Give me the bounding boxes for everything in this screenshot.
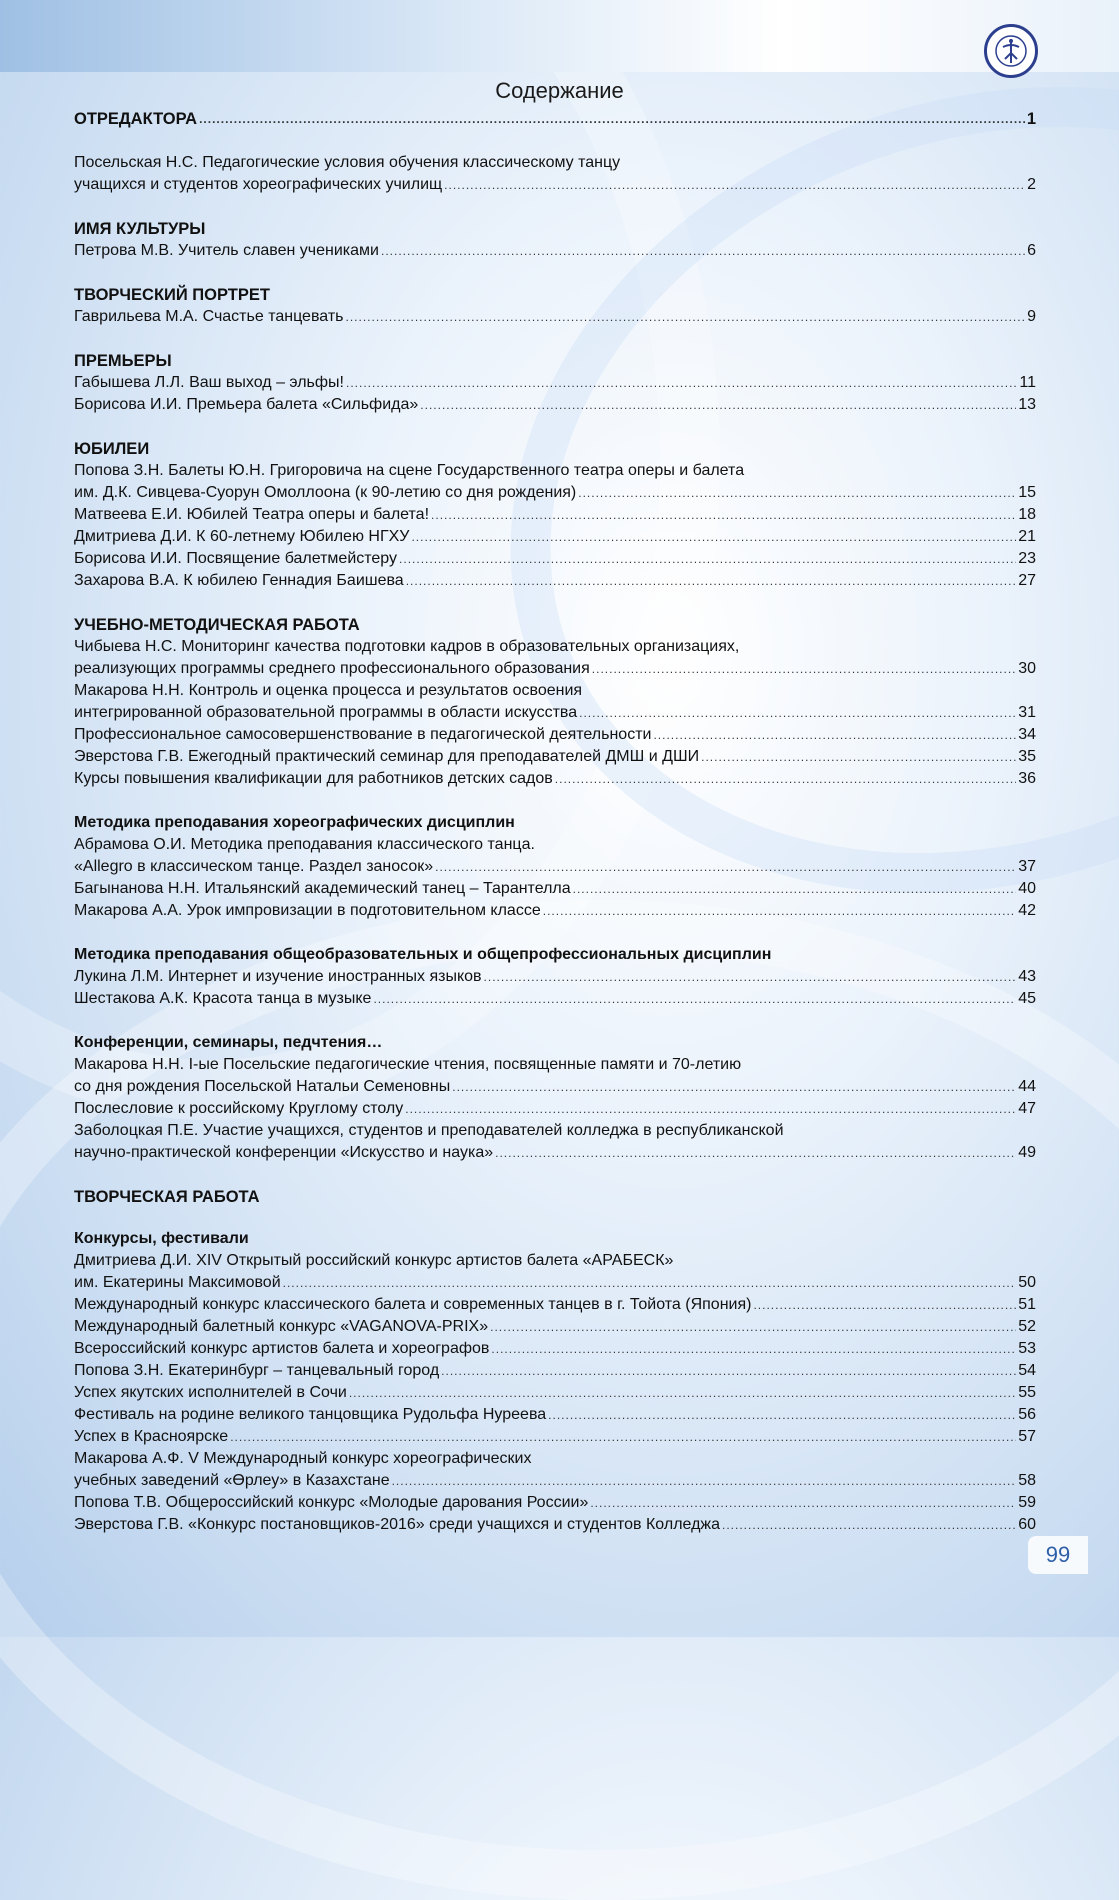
page-ref: 6 (1027, 242, 1036, 259)
toc-entry (74, 1294, 1036, 1316)
page-ref: 31 (1018, 704, 1036, 721)
dot-leader (381, 240, 1025, 262)
dot-leader (283, 1272, 1017, 1294)
toc-entry-text: Захарова В.А. К юбилею Геннадия Баишева (74, 572, 404, 589)
toc-section (74, 614, 1036, 790)
toc-entry-text: Международный балетный конкурс «VAGANOVA-PRIX» (74, 1318, 489, 1335)
dot-leader (490, 1316, 1016, 1338)
toc-entry (74, 1338, 1036, 1360)
section-heading: УЧЕБНО-МЕТОДИЧЕСКАЯ РАБОТА (74, 616, 360, 634)
toc-section (74, 350, 1036, 416)
toc-entry (74, 394, 1036, 416)
dot-leader (653, 724, 1016, 746)
page-ref: 52 (1018, 1318, 1036, 1335)
page-ref: 21 (1018, 528, 1036, 545)
dot-leader (590, 1492, 1016, 1514)
dot-leader (543, 900, 1016, 922)
page-ref: 40 (1018, 880, 1036, 897)
toc-section (74, 438, 1036, 592)
toc-entry (74, 1098, 1036, 1120)
toc-entry-text: Макарова А.А. Урок импровизации в подготовительном классе (74, 902, 541, 919)
toc-entry-text: Гаврильева М.А. Счастье танцевать (74, 308, 344, 325)
toc-entry-text: им. Екатерины Максимовой (74, 1274, 281, 1291)
toc-section (74, 152, 1036, 196)
page-ref: 54 (1018, 1362, 1036, 1379)
page-ref: 11 (1019, 374, 1036, 391)
toc-entry-line: Посельская Н.С. Педагогические условия обучения классическому танцу (74, 154, 621, 171)
toc-entry (74, 1426, 1036, 1448)
toc-entry-line: Макарова Н.Н. I-ые Посельские педагогические чтения, посвященные памяти и 70-летию (74, 1056, 742, 1073)
dot-leader (373, 988, 1016, 1010)
toc-entry (74, 174, 1036, 196)
page-ref: 44 (1018, 1078, 1036, 1095)
toc-entry (74, 1470, 1036, 1492)
toc-entry-text: Попова З.Н. Екатеринбург – танцевальный город (74, 1362, 440, 1379)
page-number: 99 (1028, 1536, 1088, 1574)
toc-entry-text: Успех в Красноярске (74, 1428, 229, 1445)
toc-entry-text: научно-практической конференции «Искусство и наука» (74, 1144, 494, 1161)
toc-entry (74, 746, 1036, 768)
page-ref: 13 (1018, 396, 1036, 413)
section-heading: ТВОРЧЕСКАЯ РАБОТА (74, 1188, 260, 1206)
toc-entry-text: Шестакова А.К. Красота танца в музыке (74, 990, 372, 1007)
dot-leader (484, 966, 1017, 988)
section-heading: ТВОРЧЕСКИЙ ПОРТРЕТ (74, 286, 270, 304)
page-ref: 37 (1018, 858, 1036, 875)
page-ref: 51 (1018, 1296, 1036, 1313)
dot-leader (548, 1404, 1016, 1426)
header-band (0, 0, 1119, 72)
page-ref: 50 (1018, 1274, 1036, 1291)
toc-entry-text: со дня рождения Посельской Натальи Семеновны (74, 1078, 451, 1095)
toc-entry-line: Чибыева Н.С. Мониторинг качества подготовки кадров в образовательных организациях, (74, 638, 740, 655)
page-ref: 43 (1018, 968, 1036, 985)
toc-entry (74, 702, 1036, 724)
table-of-contents (74, 108, 1036, 1536)
page-ref: 53 (1018, 1340, 1036, 1357)
page-ref: 57 (1018, 1428, 1036, 1445)
toc-entry (74, 240, 1036, 262)
toc-entry-line: Попова З.Н. Балеты Ю.Н. Григоровича на сцене Государственного театра оперы и балета (74, 462, 745, 479)
page-ref: 36 (1018, 770, 1036, 787)
page-ref: 1 (1026, 110, 1036, 128)
dot-leader (431, 504, 1016, 526)
toc-section (74, 1186, 1036, 1208)
toc-entry (74, 1076, 1036, 1098)
page-ref: 45 (1018, 990, 1036, 1007)
dot-leader (435, 856, 1016, 878)
page-ref: 42 (1018, 902, 1036, 919)
page-ref: 34 (1018, 726, 1036, 743)
toc-entry-text: учащихся и студентов хореографических училищ (74, 176, 443, 193)
toc-entry-text: «Allegro в классическом танце. Раздел заносок» (74, 858, 434, 875)
page-ref: 60 (1018, 1516, 1036, 1533)
page-ref: 55 (1018, 1384, 1036, 1401)
page-ref: 27 (1018, 572, 1036, 589)
toc-entry-line: Абрамова О.И. Методика преподавания классического танца. (74, 836, 535, 853)
toc-entry (74, 768, 1036, 790)
toc-entry (74, 526, 1036, 548)
page-ref: 56 (1018, 1406, 1036, 1423)
toc-entry (74, 1492, 1036, 1514)
section-heading: ЮБИЛЕИ (74, 440, 150, 458)
toc-entry (74, 548, 1036, 570)
section-heading: ПРЕМЬЕРЫ (74, 352, 172, 370)
toc-entry-text: Профессиональное самосовершенствование в педагогической деятельности (74, 726, 652, 743)
toc-entry-line: Макарова А.Ф. V Международный конкурс хореографических (74, 1450, 532, 1467)
page-ref: 35 (1018, 748, 1036, 765)
page-ref: 49 (1018, 1144, 1036, 1161)
dot-leader (411, 526, 1016, 548)
toc-section (74, 1228, 1036, 1536)
toc-entry-text: Всероссийский конкурс артистов балета и хореографов (74, 1340, 490, 1357)
toc-entry-text: учебных заведений «Өрлеу» в Казахстане (74, 1472, 390, 1489)
toc-entry-text: Борисова И.И. Посвящение балетмейстеру (74, 550, 398, 567)
toc-entry-text: Габышева Л.Л. Ваш выход – эльфы! (74, 374, 344, 391)
subsection-heading: Конференции, семинары, педчтения… (74, 1034, 383, 1051)
dot-leader (349, 1382, 1016, 1404)
toc-entry (74, 1404, 1036, 1426)
page-ref: 47 (1018, 1100, 1036, 1117)
toc-entry-text: Эверстова Г.В. «Конкурс постановщиков-2016» среди учащихся и студентов Колледжа (74, 1516, 721, 1533)
toc-entry-text: Эверстова Г.В. Ежегодный практический семинар для преподавателей ДМШ и ДШИ (74, 748, 700, 765)
dot-leader (495, 1142, 1016, 1164)
toc-entry-text: Курсы повышения квалификации для работников детских садов (74, 770, 553, 787)
dot-leader (199, 108, 1025, 130)
toc-entry-text: Фестиваль на родине великого танцовщика Рудольфа Нуреева (74, 1406, 547, 1423)
dot-leader (405, 1098, 1016, 1120)
toc-entry (74, 482, 1036, 504)
toc-entry-text: Послесловие к российскому Круглому столу (74, 1100, 404, 1117)
toc-entry-text: Успех якутских исполнителей в Сочи (74, 1384, 347, 1401)
section-heading (74, 108, 1036, 130)
dot-leader (420, 394, 1016, 416)
toc-entry-text: Международный конкурс классического балета и современных танцев в г. Тойота (Япония) (74, 1296, 752, 1313)
dot-leader (392, 1470, 1017, 1492)
dot-leader (592, 658, 1016, 680)
toc-entry-text: Борисова И.И. Премьера балета «Сильфида» (74, 396, 419, 413)
dot-leader (230, 1426, 1016, 1448)
section-heading-text: ОТРЕДАКТОРА (74, 110, 198, 128)
page-ref: 18 (1018, 506, 1036, 523)
toc-entry-text: Матвеева Е.И. Юбилей Театра оперы и балета! (74, 506, 430, 523)
page-ref: 58 (1018, 1472, 1036, 1489)
toc-entry-text: Петрова М.В. Учитель славен учениками (74, 242, 379, 259)
toc-entry (74, 1316, 1036, 1338)
dot-leader (579, 702, 1016, 724)
toc-entry-text: Попова Т.В. Общероссийский конкурс «Молодые дарования России» (74, 1494, 589, 1511)
toc-entry (74, 372, 1036, 394)
toc-entry (74, 724, 1036, 746)
toc-entry (74, 1382, 1036, 1404)
toc-entry-text: интегрированной образовательной программы в области искусства (74, 704, 578, 721)
toc-entry (74, 988, 1036, 1010)
toc-entry (74, 1142, 1036, 1164)
dot-leader (578, 482, 1016, 504)
page-ref: 2 (1027, 176, 1036, 193)
dot-leader (345, 306, 1025, 328)
toc-entry (74, 1514, 1036, 1536)
toc-entry (74, 1360, 1036, 1382)
dot-leader (722, 1514, 1016, 1536)
dot-leader (753, 1294, 1016, 1316)
toc-section (74, 108, 1036, 130)
toc-entry (74, 306, 1036, 328)
dot-leader (441, 1360, 1016, 1382)
page-ref: 15 (1018, 484, 1036, 501)
dot-leader (491, 1338, 1016, 1360)
dot-leader (406, 570, 1017, 592)
toc-entry (74, 878, 1036, 900)
toc-entry-text: Лукина Л.М. Интернет и изучение иностранных языков (74, 968, 482, 985)
college-logo-icon (984, 24, 1038, 78)
toc-section (74, 944, 1036, 1010)
toc-entry (74, 900, 1036, 922)
toc-section (74, 812, 1036, 922)
page-ref: 59 (1018, 1494, 1036, 1511)
page-ref: 9 (1027, 308, 1036, 325)
page-title: Содержание (495, 78, 624, 103)
toc-entry-text: им. Д.К. Сивцева-Суорун Омоллоона (к 90-летию со дня рождения) (74, 484, 577, 501)
dot-leader (701, 746, 1016, 768)
subsection-heading: Конкурсы, фестивали (74, 1230, 249, 1247)
dot-leader (346, 372, 1017, 394)
page-ref: 30 (1018, 660, 1036, 677)
toc-entry (74, 658, 1036, 680)
dot-leader (573, 878, 1017, 900)
dot-leader (555, 768, 1016, 790)
dot-leader (444, 174, 1025, 196)
toc-entry-text: реализующих программы среднего профессионального образования (74, 660, 590, 677)
toc-entry (74, 856, 1036, 878)
subsection-heading: Методика преподавания общеобразовательных и общепрофессиональных дисциплин (74, 946, 772, 963)
subsection-heading: Методика преподавания хореографических дисциплин (74, 814, 515, 831)
toc-entry-text: Дмитриева Д.И. К 60-летнему Юбилею НГХУ (74, 528, 410, 545)
dot-leader (399, 548, 1016, 570)
toc-entry (74, 570, 1036, 592)
section-heading: ИМЯ КУЛЬТУРЫ (74, 220, 206, 238)
toc-section (74, 1032, 1036, 1164)
toc-entry-line: Заболоцкая П.Е. Участие учащихся, студентов и преподавателей колледжа в республиканской (74, 1122, 784, 1139)
dot-leader (452, 1076, 1016, 1098)
toc-entry (74, 504, 1036, 526)
toc-entry-line: Дмитриева Д.И. XIV Открытый российский конкурс артистов балета «АРАБЕСК» (74, 1252, 674, 1269)
toc-entry-text: Багынанова Н.Н. Итальянский академический танец – Тарантелла (74, 880, 571, 897)
toc-section (74, 284, 1036, 328)
toc-entry (74, 1272, 1036, 1294)
toc-entry-line: Макарова Н.Н. Контроль и оценка процесса и результатов освоения (74, 682, 583, 699)
toc-entry (74, 966, 1036, 988)
page-ref: 23 (1018, 550, 1036, 567)
toc-section (74, 218, 1036, 262)
